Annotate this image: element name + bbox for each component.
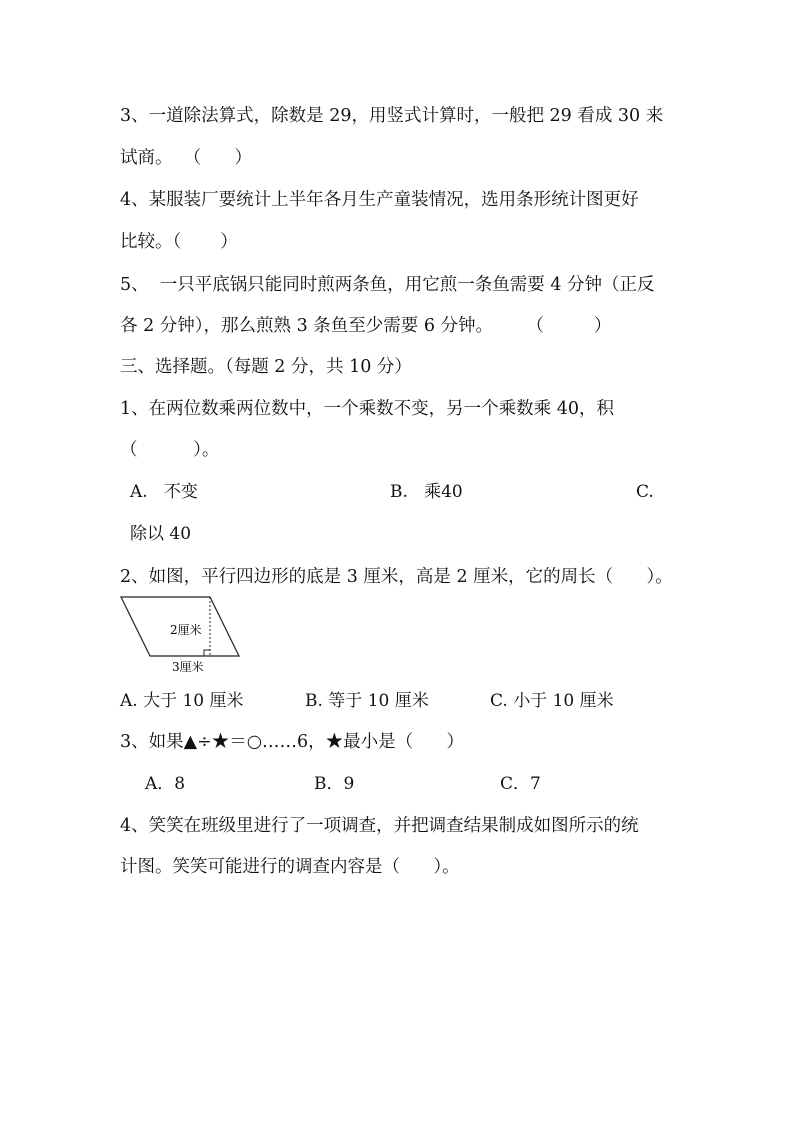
choice-q1-option-c-continued: 除以 40 [130, 524, 192, 544]
choice-q1-line2: （ ）。 [120, 440, 220, 460]
tf-q3-line2: 试商。 （ ） [120, 148, 253, 168]
choice-q4-line2: 计图。笑笑可能进行的调查内容是（ ）。 [120, 857, 460, 877]
tf-q5-line1: 5、 一只平底锅只能同时煎两条鱼，用它煎一条鱼需要 4 分钟（正反 [120, 275, 655, 295]
tf-q4-line1: 4、某服装厂要统计上半年各月生产童装情况，选用条形统计图更好 [120, 190, 639, 210]
choice-q3-option-b: B．9 [314, 774, 355, 794]
choice-q4-line1: 4、笑笑在班级里进行了一项调查，并把调查结果制成如图所示的统 [120, 816, 639, 836]
section-heading: 三、选择题。（每题 2 分，共 10 分） [120, 357, 412, 377]
choice-q1-option-a: A. 不变 [130, 482, 198, 502]
tf-q4-line2: 比较。（ ） [120, 232, 238, 252]
choice-q2-line1: 2、如图，平行四边形的底是 3 厘米，高是 2 厘米，它的周长（ ）。 [120, 567, 673, 587]
choice-q3-option-c: C．7 [500, 774, 541, 794]
choice-q3-line1: 3、如果▲÷★＝○……6，★最小是（ ） [120, 732, 465, 752]
tf-q3-line1: 3、一道除法算式，除数是 29，用竖式计算时，一般把 29 看成 30 来 [120, 106, 664, 126]
choice-q1-option-b: B. 乘40 [390, 482, 463, 502]
choice-q3-option-a: A．8 [145, 774, 186, 794]
choice-q1-option-c: C. [636, 482, 654, 502]
tf-q5-line2: 各 2 分钟），那么煎熟 3 条鱼至少需要 6 分钟。 （ ） [120, 316, 612, 336]
choice-q1-line1: 1、在两位数乘两位数中，一个乘数不变，另一个乘数乘 40，积 [120, 399, 614, 419]
choice-q2-option-b: B. 等于 10 厘米 [305, 691, 429, 711]
height-label: 2厘米 [170, 623, 202, 637]
choice-q2-option-c: C. 小于 10 厘米 [490, 691, 614, 711]
parallelogram-svg [118, 592, 242, 676]
base-label: 3厘米 [172, 660, 204, 674]
right-angle-mark [204, 650, 210, 656]
parallelogram-figure [118, 592, 242, 680]
choice-q2-option-a: A. 大于 10 厘米 [120, 691, 244, 711]
